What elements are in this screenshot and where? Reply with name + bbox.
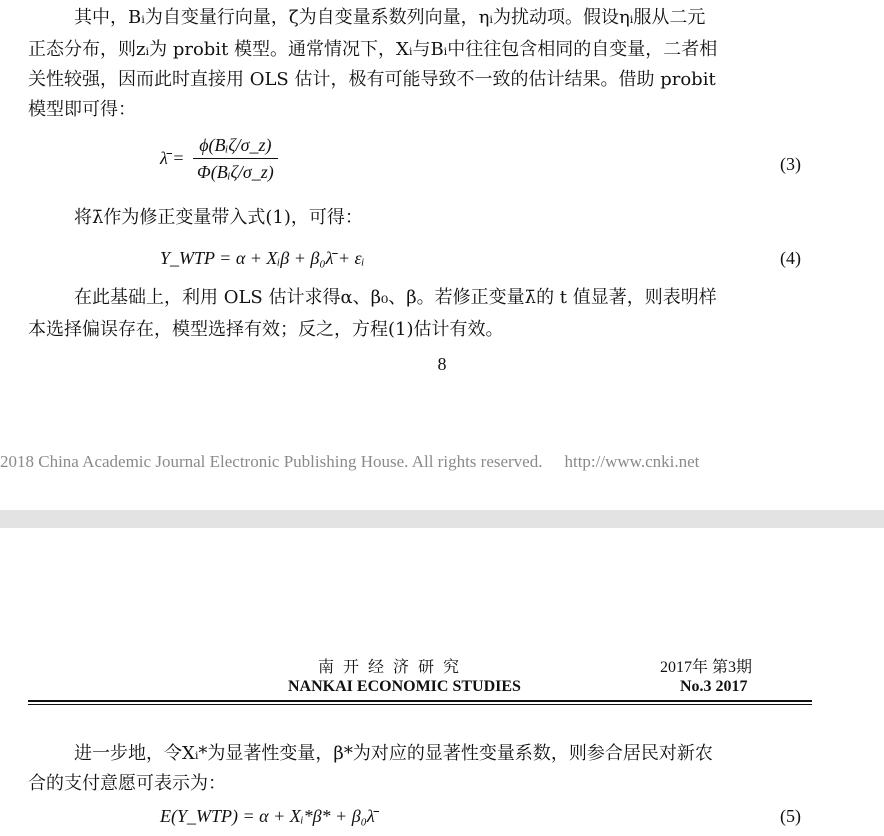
copyright-text: 2018 China Academic Journal Electronic Publishing House. All rights reserved.	[0, 452, 543, 471]
text-line: 将λ̄作为修正变量带入式(1)，可得：	[74, 207, 363, 228]
page-separator	[0, 510, 884, 528]
text-line: 进一步地，令Xᵢ*为显著性变量，β*为对应的显著性变量系数，则参合居民对新农	[74, 743, 713, 764]
copyright-footer	[0, 452, 699, 472]
text-line: 其中，Bᵢ为自变量行向量，ζ为自变量系数列向量，ηᵢ为扰动项。假设ηᵢ服从二元	[74, 7, 706, 28]
text-line: 模型即可得：	[28, 99, 136, 120]
text-line: 合的支付意愿可表示为：	[28, 773, 226, 794]
issue-cn: 2017年 第3期	[660, 659, 753, 676]
equation-3-fraction	[193, 132, 278, 185]
equation-4-number: (4)	[780, 248, 801, 268]
page-number: 8	[437, 354, 447, 374]
equation-3-denominator: Φ(Bᵢζ/σ_z)	[197, 162, 274, 182]
equation-3-numerator: ϕ(Bᵢζ/σ_z)	[199, 135, 272, 155]
journal-title-cn: 南开经济研究	[318, 659, 469, 676]
equation-4: Y_WTP = α + Xᵢβ + β₀λ̄ + εᵢ	[160, 248, 365, 268]
equation-5-number: (5)	[780, 806, 801, 826]
equation-5: E(Y_WTP) = α + Xᵢ*β* + β₀λ̄	[160, 806, 375, 826]
page-lower	[0, 528, 884, 836]
issue-en: No.3 2017	[680, 678, 748, 695]
equation-3-number: (3)	[780, 154, 801, 174]
equation-3-lhs: λ̄ =	[160, 148, 185, 168]
text-line: 在此基础上，利用 OLS 估计求得α、β₀、β。若修正变量λ̄的 t 值显著，则表明样	[74, 287, 717, 308]
journal-title-en: NANKAI ECONOMIC STUDIES	[288, 678, 521, 695]
header-rule-thick	[28, 700, 812, 702]
text-line: 关性较强，因而此时直接用 OLS 估计，极有可能导致不一致的估计结果。借助 probit	[28, 69, 716, 90]
header-rule-thin	[28, 704, 812, 705]
text-line: 本选择偏误存在，模型选择有效；反之，方程(1)估计有效。	[28, 319, 504, 340]
cnki-url: http://www.cnki.net	[564, 452, 700, 471]
text-line: 正态分布，则zᵢ为 probit 模型。通常情况下，Xᵢ与Bᵢ中往往包含相同的自变量，二者相	[28, 39, 718, 60]
